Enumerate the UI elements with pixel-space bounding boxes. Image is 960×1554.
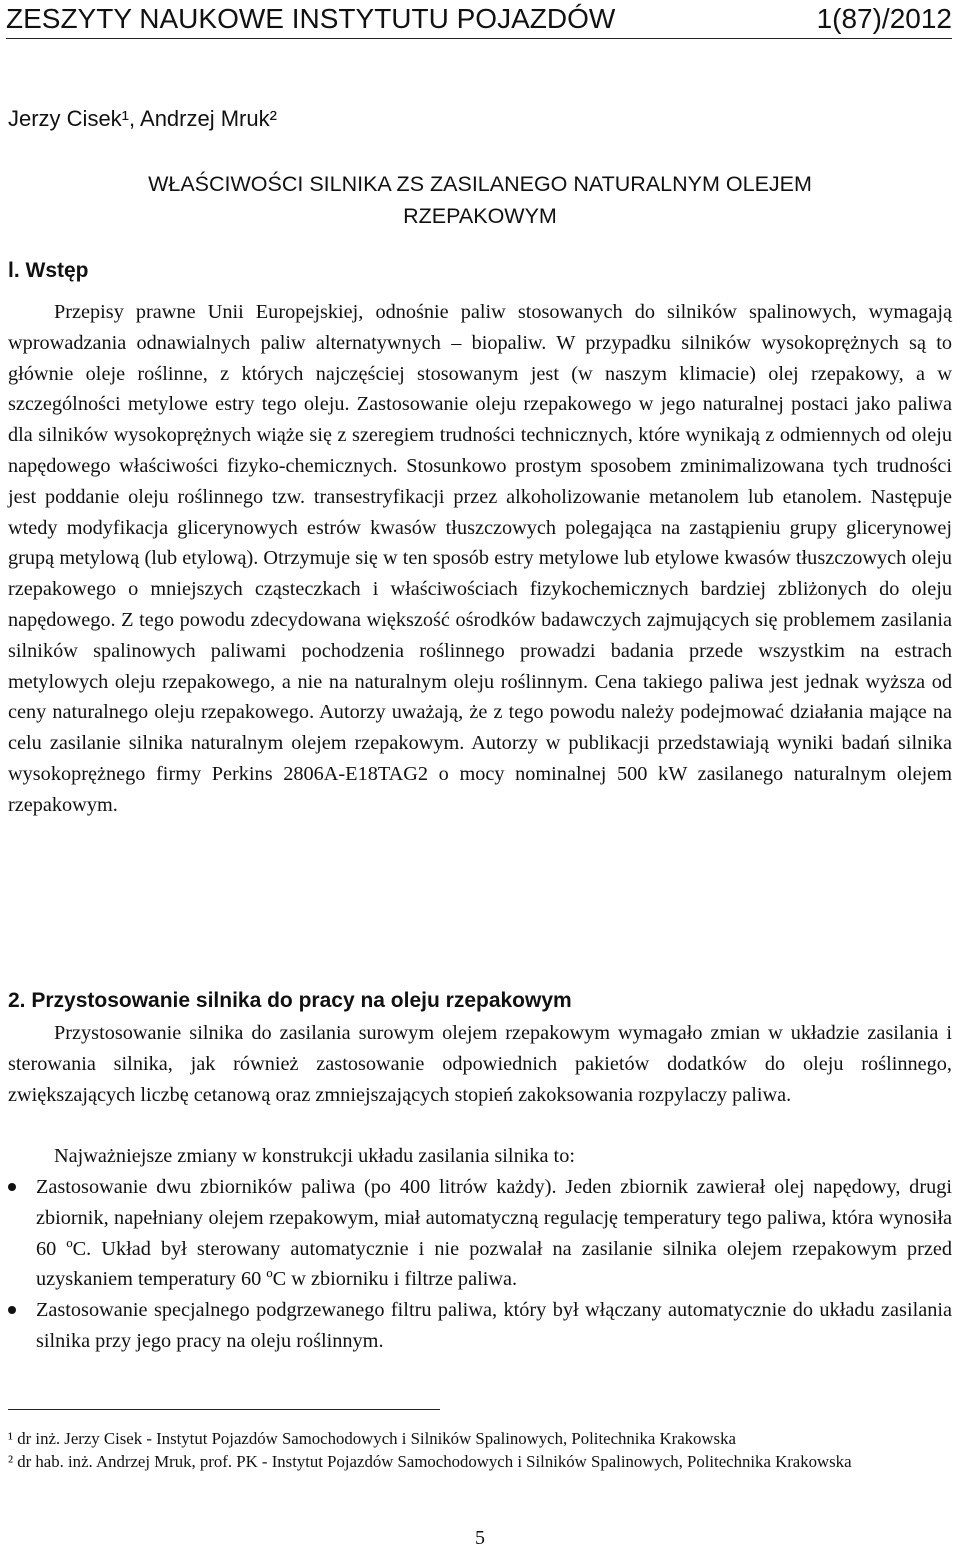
journal-title: ZESZYTY NAUKOWE INSTYTUTU POJAZDÓW	[6, 3, 616, 34]
introduction-text: Przepisy prawne Unii Europejskiej, odnośnie paliw stosowanych do silników spalinowych, wymagają wprowadzania odnawialnych paliw alternatywnych – biopaliw. W przypadku silników wysokoprężnych są to głównie oleje roślinne, z których najczęściej stosowanym jest (w naszym klimacie) olej rzepakowy, a w szczególności metylowe estry tego oleju. Zastosowanie oleju rzepakowego w jego naturalnej postaci jako paliwa dla silników wysokoprężnych wiąże się z szeregiem trudności technicznych, które wynikają z odmiennych od oleju napędowego właściwości fizyko-chemicznych. Stosunkowo prostym sposobem zminimalizowana tych trudności jest poddanie oleju roślinnego tzw. transestryfikacji przez alkoholizowanie metanolem lub etanolem. Następuje wtedy modyfikacja glicerynowych estrów kwasów tłuszczowych polegająca na zastąpieniu grupy glicerynowej grupą metylową (lub etylową). Otrzymuje się w ten sposób estry metylowe lub etylowe kwasów tłuszczowych oleju rzepakowego o mniejszych cząsteczkach i właściwościach fizykochemicznych bardziej zbliżonych do oleju napędowego. Z tego powodu zdecydowana większość ośrodków badawczych zajmujących się problemem zasilania silników spalinowych paliwami pochodzenia roślinnego prowadzi badania przede wszystkim na estrach metylowych oleju rzepakowego, a nie na naturalnym oleju roślinnym. Cena takiego paliwa jest jednak wyższa od ceny naturalnego oleju rzepakowego. Autorzy uważają, że z tego powodu należy podejmować działania mające na celu zasilanie silnika naturalnym olejem rzepakowym. Autorzy w publikacji przedstawiają wyniki badań silnika wysokoprężnego firmy Perkins 2806A-E18TAG2 o mocy nominalnej 500 kW zasilanego naturalnym olejem rzepakowym.	[8, 301, 952, 816]
paper-title-line-2: RZEPAKOWYM	[403, 204, 557, 228]
list-item: Zastosowanie dwu zbiorników paliwa (po 400 litrów każdy). Jeden zbiornik zawierał olej napędowy, drugi zbiornik, napełniany olejem rzepakowym, miał automatyczną regulację temperatury tego paliwa, która wynosiła 60 ºC. Układ był sterowany automatycznie i nie pozwalał na zasilanie silnika olejem rzepakowym przed uzyskaniem temperatury 60 ºC w zbiorniku i filtrze paliwa.	[8, 1172, 952, 1295]
section-heading-introduction: l. Wstęp	[8, 259, 89, 282]
journal-header	[6, 2, 952, 39]
page-number: 5	[475, 1527, 485, 1549]
introduction-paragraph	[8, 297, 952, 821]
paper-title	[40, 168, 920, 232]
bullet-icon	[8, 1183, 16, 1191]
adaptation-paragraph	[8, 1018, 952, 1110]
authors: Jerzy Cisek¹, Andrzej Mruk²	[8, 106, 277, 131]
footnote-2: ² dr hab. inż. Andrzej Mruk, prof. PK - Instytut Pojazdów Samochodowych i Silników Spalinowych, Politechnika Krakowska	[8, 1452, 852, 1471]
section-heading-adaptation: 2. Przystosowanie silnika do pracy na oleju rzepakowym	[8, 989, 572, 1012]
adaptation-text: Przystosowanie silnika do zasilania surowym olejem rzepakowym wymagało zmian w układzie zasilania i sterowania silnika, jak również zastosowanie odpowiednich pakietów dodatków do oleju roślinnego, zwiększających liczbę cetanową oraz zmniejszających stopień zakoksowania rozpylaczy paliwa.	[8, 1022, 952, 1106]
changes-intro-text: Najważniejsze zmiany w konstrukcji układu zasilania silnika to:	[54, 1145, 575, 1167]
changes-intro-paragraph	[8, 1141, 952, 1172]
footnote-separator	[8, 1409, 440, 1410]
journal-issue: 1(87)/2012	[816, 3, 952, 34]
changes-list	[8, 1172, 952, 1357]
footnote-1: ¹ dr inż. Jerzy Cisek - Instytut Pojazdów Samochodowych i Silników Spalinowych, Politechnika Krakowska	[8, 1429, 736, 1448]
footnotes	[8, 1427, 952, 1473]
paper-title-line-1: WŁAŚCIWOŚCI SILNIKA ZS ZASILANEGO NATURALNYM OLEJEM	[148, 172, 812, 196]
bullet-icon	[8, 1306, 16, 1314]
list-item: Zastosowanie specjalnego podgrzewanego filtru paliwa, który był włączany automatycznie do układu zasilania silnika przy jego pracy na oleju roślinnym.	[8, 1295, 952, 1357]
